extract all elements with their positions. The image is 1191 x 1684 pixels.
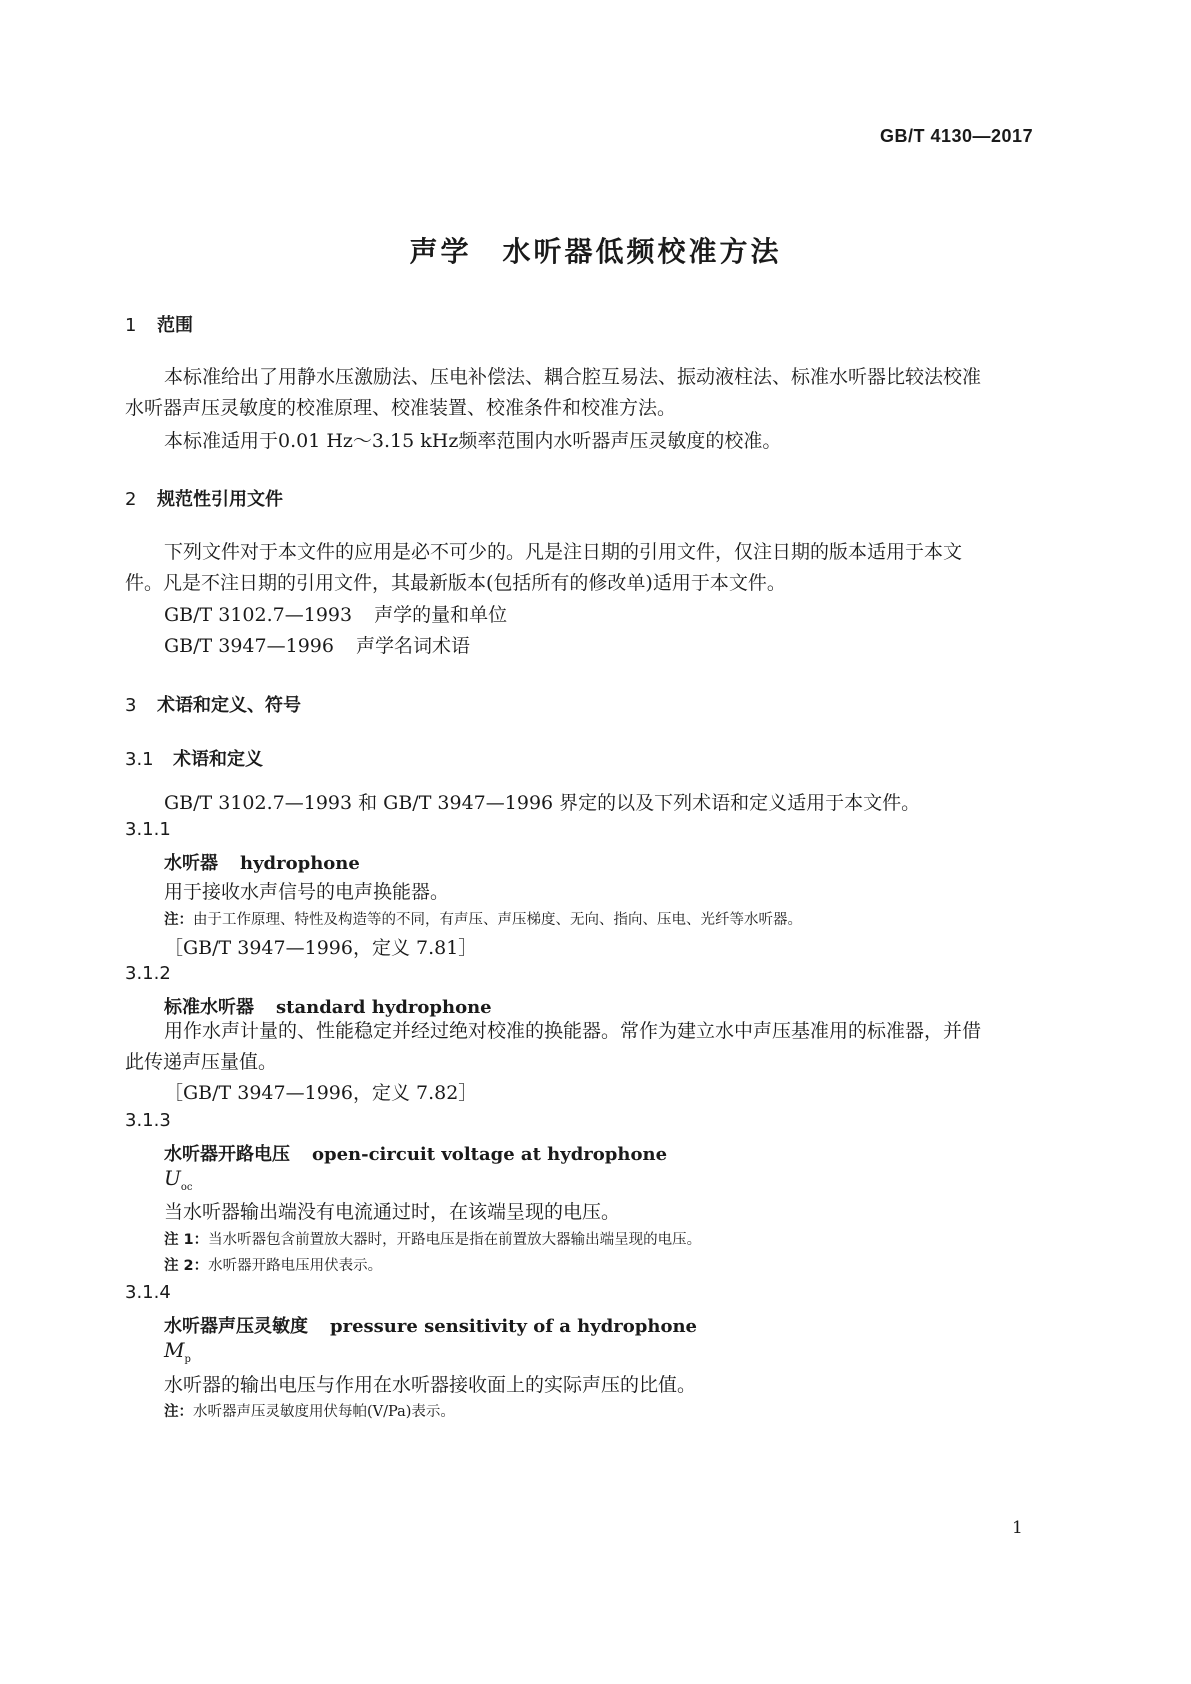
normative-reference (164, 600, 507, 627)
term-chinese: 水听器 (164, 853, 218, 874)
section-title: 术语和定义 (173, 749, 263, 770)
symbol-letter: M (164, 1338, 185, 1362)
term-number: 3.1.3 (125, 1110, 171, 1131)
term-source: ［GB/T 3947—1996，定义 7.81］ (164, 937, 478, 959)
term-definition: 水听器的输出电压与作用在水听器接收面上的实际声压的比值。 (164, 1374, 697, 1396)
term-heading (164, 1312, 697, 1338)
term-chinese: 水听器开路电压 (164, 1144, 290, 1165)
symbol-subscript: oc (180, 1182, 193, 1193)
term-chinese: 水听器声压灵敏度 (164, 1316, 308, 1337)
section-1-paragraph-2: 本标准适用于0.01 Hz～3.15 kHz频率范围内水听器声压灵敏度的校准。 (164, 430, 782, 452)
note-text: 当水听器包含前置放大器时，开路电压是指在前置放大器输出端呈现的电压。 (208, 1232, 702, 1248)
term-definition: 用作水声计量的、性能稳定并经过绝对校准的换能器。常作为建立水中声压基准用的标准器，并借此传递声压量值。 (125, 1020, 982, 1073)
section-number: 3 (125, 695, 137, 716)
term-note (164, 1400, 455, 1421)
section-1-paragraph-1: 本标准给出了用静水压激励法、压电补偿法、耦合腔互易法、振动液柱法、标准水听器比较法校准水听器声压灵敏度的校准原理、校准装置、校准条件和校准方法。 (125, 366, 982, 419)
section-number: 1 (125, 315, 137, 336)
note-text: 水听器声压灵敏度用伏每帕(V/Pa)表示。 (193, 1404, 455, 1420)
section-title: 规范性引用文件 (157, 489, 283, 510)
term-note (164, 1254, 382, 1275)
section-number: 3.1 (125, 749, 154, 770)
term-definition: 当水听器输出端没有电流通过时，在该端呈现的电压。 (164, 1201, 621, 1223)
term-number: 3.1.4 (125, 1282, 171, 1303)
symbol-letter: U (164, 1166, 181, 1190)
symbol-subscript: p (184, 1354, 191, 1365)
section-title: 术语和定义、符号 (157, 695, 301, 716)
standard-code: GB/T 4130—2017 (880, 126, 1034, 146)
reference-code: GB/T 3947—1996 (164, 635, 334, 657)
term-symbol (164, 1166, 192, 1193)
note-label: 注： (164, 912, 193, 928)
section-2-heading (125, 485, 283, 511)
term-source: ［GB/T 3947—1996，定义 7.82］ (164, 1082, 478, 1104)
term-symbol (164, 1338, 191, 1365)
term-note (164, 908, 802, 929)
term-note (164, 1228, 701, 1249)
reference-name: 声学名词术语 (355, 635, 470, 657)
note-label: 注： (164, 1404, 193, 1420)
section-3-1-intro: GB/T 3102.7—1993 和 GB/T 3947—1996 界定的以及下列术语和定义适用于本文件。 (164, 792, 921, 814)
section-1-heading (125, 311, 193, 337)
section-3-heading (125, 691, 301, 717)
note-label: 注 1： (164, 1232, 209, 1248)
term-english: hydrophone (240, 853, 360, 874)
term-chinese: 标准水听器 (164, 997, 254, 1018)
normative-reference (164, 631, 470, 658)
section-number: 2 (125, 489, 137, 510)
section-title: 范围 (157, 315, 193, 336)
reference-name: 声学的量和单位 (374, 604, 508, 626)
document-title: 声学 水听器低频校准方法 (409, 235, 782, 268)
term-definition: 用于接收水声信号的电声换能器。 (164, 881, 450, 903)
term-number: 3.1.2 (125, 963, 171, 984)
page-number: 1 (1012, 1518, 1023, 1538)
term-heading (164, 849, 360, 875)
note-label: 注 2： (164, 1258, 209, 1274)
reference-code: GB/T 3102.7—1993 (164, 604, 353, 626)
term-heading (164, 1140, 667, 1166)
term-number: 3.1.1 (125, 819, 171, 840)
term-english: pressure sensitivity of a hydrophone (330, 1316, 697, 1337)
section-3-1-heading (125, 745, 263, 771)
section-2-paragraph-1: 下列文件对于本文件的应用是必不可少的。凡是注日期的引用文件，仅注日期的版本适用于本文件。凡是不注日期的引用文件，其最新版本(包括所有的修改单)适用于本文件。 (125, 541, 963, 594)
note-text: 水听器开路电压用伏表示。 (208, 1258, 383, 1274)
note-text: 由于工作原理、特性及构造等的不同，有声压、声压梯度、无向、指向、压电、光纤等水听器。 (193, 912, 802, 928)
term-english: open-circuit voltage at hydrophone (312, 1144, 668, 1165)
term-english: standard hydrophone (276, 997, 492, 1018)
